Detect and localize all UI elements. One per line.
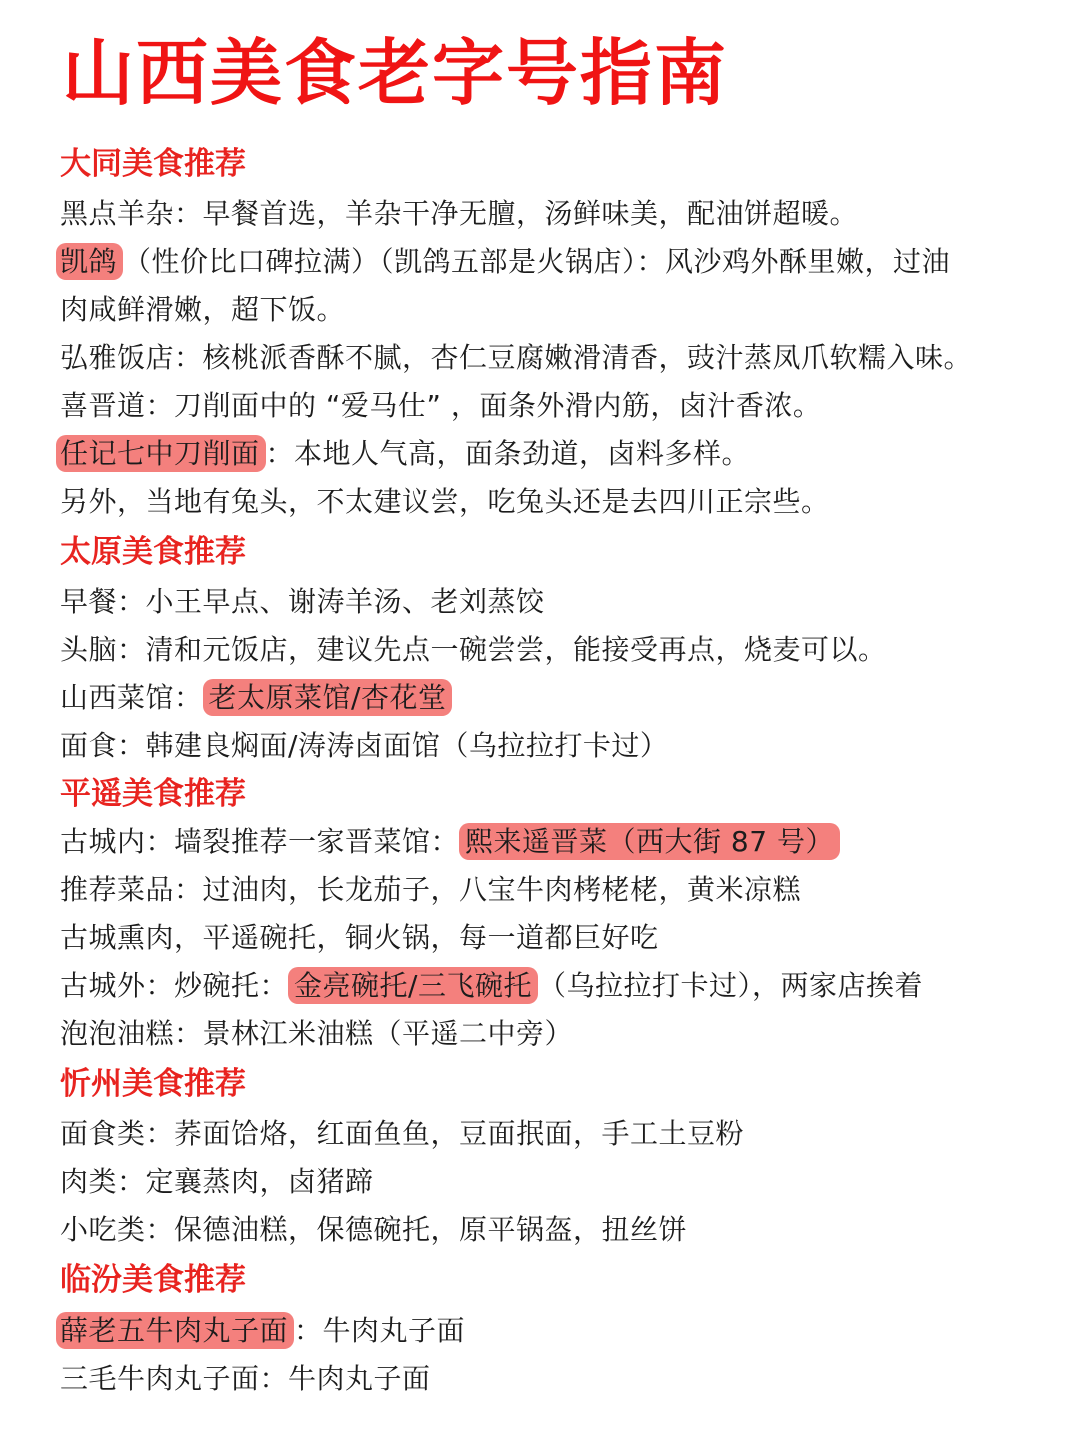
section-heading-pingyao: 平遥美食推荐 (60, 776, 246, 812)
linfen-line-1 (60, 1311, 465, 1351)
datong-line-2 (60, 242, 950, 282)
taiyuan-line-1: 早餐：小王早点、谢涛羊汤、老刘蒸饺 (60, 585, 545, 618)
taiyuan-line-3-label: 山西菜馆： (60, 681, 203, 714)
section-heading-taiyuan: 太原美食推荐 (60, 534, 246, 570)
datong-line-6 (60, 434, 750, 474)
pingyao-line-4-text: （乌拉拉打卡过），两家店挨着 (537, 969, 923, 1002)
pingyao-line-4-label: 古城外：炒碗托： (60, 969, 289, 1002)
pingyao-line-3: 古城熏肉，平遥碗托，铜火锅，每一道都巨好吃 (60, 921, 659, 954)
section-heading-linfen: 临汾美食推荐 (60, 1262, 246, 1298)
datong-line-1: 黑点羊杂：早餐首选，羊杂干净无膻，汤鲜味美，配油饼超暖。 (60, 197, 859, 230)
highlight-kaige: 凯鸽 (56, 243, 123, 280)
taiyuan-line-2: 头脑：清和元饭店，建议先点一碗尝尝，能接受再点，烧麦可以。 (60, 633, 887, 666)
section-heading-datong: 大同美食推荐 (60, 146, 246, 182)
datong-line-6-text: ：本地人气高，面条劲道，卤料多样。 (265, 437, 751, 470)
xinzhou-line-2: 肉类：定襄蒸肉，卤猪蹄 (60, 1165, 374, 1198)
pingyao-line-1 (60, 822, 840, 862)
taiyuan-line-3 (60, 678, 452, 718)
xinzhou-line-1: 面食类：荞面饸烙，红面鱼鱼，豆面抿面，手工土豆粉 (60, 1117, 745, 1150)
highlight-xuelaowu: 薛老五牛肉丸子面 (56, 1312, 294, 1349)
pingyao-line-1-label: 古城内：墙裂推荐一家晋菜馆： (60, 825, 460, 858)
pingyao-line-4 (60, 966, 923, 1006)
linfen-line-1-text: ：牛肉丸子面 (294, 1314, 466, 1347)
datong-line-3: 肉咸鲜滑嫩，超下饭。 (60, 293, 346, 326)
datong-line-4: 弘雅饭店：核桃派香酥不腻，杏仁豆腐嫩滑清香，豉汁蒸凤爪软糯入味。 (60, 341, 973, 374)
taiyuan-line-4: 面食：韩建良焖面/涛涛卤面馆（乌拉拉打卡过） (60, 729, 669, 762)
linfen-line-2: 三毛牛肉丸子面：牛肉丸子面 (60, 1362, 431, 1395)
highlight-jinliang: 金亮碗托/三飞碗托 (288, 967, 538, 1004)
pingyao-line-2: 推荐菜品：过油肉，长龙茄子，八宝牛肉栲栳栳，黄米凉糕 (60, 873, 802, 906)
pingyao-line-5: 泡泡油糕：景林江米油糕（平遥二中旁） (60, 1017, 574, 1050)
xinzhou-line-3: 小吃类：保德油糕，保德碗托，原平锅盔，扭丝饼 (60, 1213, 688, 1246)
highlight-renji: 任记七中刀削面 (56, 435, 266, 472)
datong-line-7: 另外，当地有兔头，不太建议尝，吃兔头还是去四川正宗些。 (60, 485, 830, 518)
highlight-laotaiyuan: 老太原菜馆/杏花堂 (203, 679, 453, 716)
datong-line-5: 喜晋道：刀削面中的 “爱马仕” ，面条外滑内筋，卤汁香浓。 (60, 389, 822, 422)
highlight-xilaiyao: 熙来遥晋菜（西大街 87 号） (459, 823, 840, 860)
page-title: 山西美食老字号指南 (62, 31, 729, 115)
section-heading-xinzhou: 忻州美食推荐 (60, 1066, 246, 1102)
datong-line-2-text: （性价比口碑拉满）（凯鸽五部是火锅店）：风沙鸡外酥里嫩，过油 (123, 245, 951, 278)
